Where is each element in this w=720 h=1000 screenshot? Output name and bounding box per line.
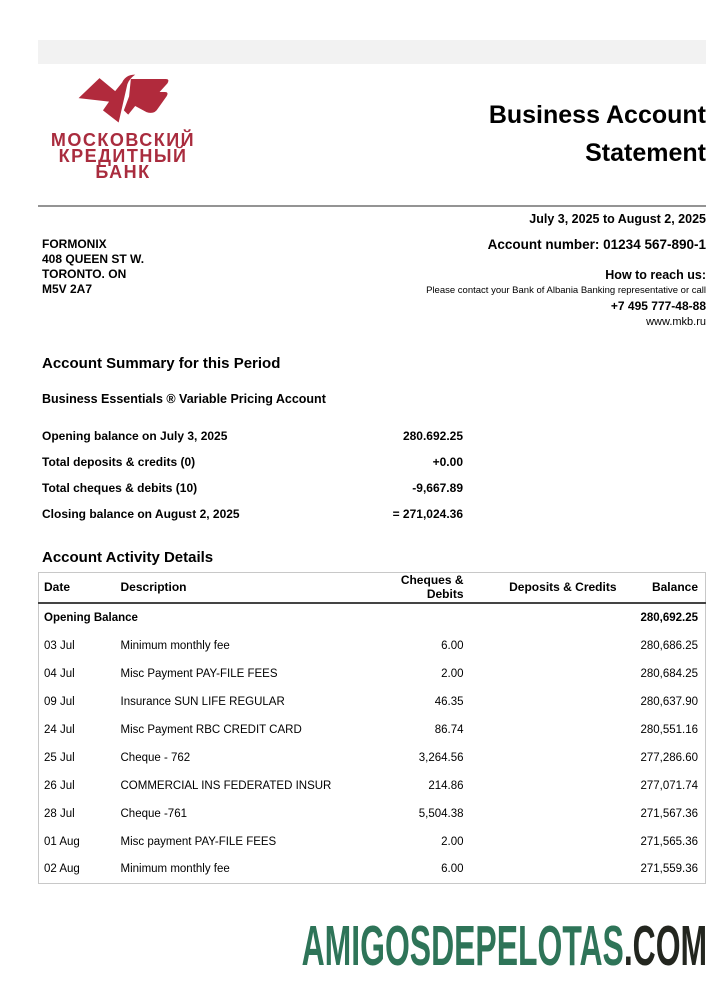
customer-address-block (42, 237, 144, 297)
cell-date: 28 Jul (44, 807, 75, 820)
cell-debit: 5,504.38 (418, 807, 464, 820)
website-url: www.mkb.ru (646, 316, 706, 328)
cell-balance: 277,071.74 (640, 779, 698, 792)
summary-row-value: -9,667.89 (412, 481, 463, 495)
opening-balance-debit (366, 603, 466, 632)
table-row (39, 716, 706, 744)
cell-date: 01 Aug (44, 835, 80, 848)
bank-name (38, 132, 208, 180)
cell-credit (466, 716, 619, 744)
summary-row-value: = 271,024.36 (392, 507, 463, 521)
cell-debit: 2.00 (441, 667, 464, 680)
cell-credit (466, 772, 619, 800)
customer-address-line-1: 408 QUEEN ST W. (42, 252, 145, 266)
cell-credit (466, 744, 619, 772)
summary-row (42, 455, 463, 469)
reach-us-note: Please contact your Bank of Albania Banking representative or call (426, 285, 706, 296)
table-row (39, 828, 706, 856)
cell-description: Misc Payment RBC CREDIT CARD (120, 723, 302, 736)
statement-title-line-1: Business Account (488, 101, 706, 129)
cell-credit (466, 856, 619, 884)
cell-description: Cheque - 762 (120, 751, 191, 764)
cell-balance: 277,286.60 (640, 751, 698, 764)
customer-name: FORMONIX (42, 237, 107, 251)
statement-period: July 3, 2025 to August 2, 2025 (529, 212, 706, 226)
cell-debit: 6.00 (441, 863, 464, 876)
summary-row (42, 429, 463, 443)
cell-credit (466, 632, 619, 660)
cell-balance: 280,684.25 (640, 667, 698, 680)
summary-row-label: Opening balance on July 3, 2025 (42, 429, 228, 443)
cell-description: Misc Payment PAY-FILE FEES (120, 667, 278, 680)
cell-credit (466, 828, 619, 856)
summary-row (42, 481, 463, 495)
account-number: Account number: 01234 567-890-1 (487, 237, 706, 252)
table-row (39, 660, 706, 688)
table-row (39, 688, 706, 716)
cell-debit: 2.00 (441, 835, 464, 848)
cell-date: 09 Jul (44, 695, 75, 708)
cell-credit (466, 660, 619, 688)
cell-date: 04 Jul (44, 667, 75, 680)
opening-balance-amount: 280,692.25 (640, 611, 698, 624)
activity-table (38, 572, 706, 884)
footer-site-tld: .COM (623, 914, 707, 978)
phone-number: +7 495 777-48-88 (610, 299, 706, 313)
opening-balance-row (39, 603, 706, 632)
activity-heading: Account Activity Details (42, 549, 214, 566)
customer-address-line-2: TORONTO. ON (42, 267, 127, 281)
summary-row (42, 507, 463, 521)
summary-row-label: Total cheques & debits (10) (42, 481, 198, 495)
cell-date: 25 Jul (44, 751, 75, 764)
table-row (39, 632, 706, 660)
bank-eagle-icon (75, 72, 171, 126)
cell-debit: 214.86 (428, 779, 464, 792)
statement-title (489, 96, 706, 172)
table-row (39, 772, 706, 800)
cell-credit (466, 688, 619, 716)
customer-address-line-3: M5V 2A7 (42, 282, 93, 296)
table-row (39, 856, 706, 884)
summary-row-value: +0.00 (432, 455, 463, 469)
top-gray-bar (38, 40, 706, 64)
cell-balance: 271,567.36 (640, 807, 698, 820)
cell-date: 24 Jul (44, 723, 75, 736)
cell-date: 02 Aug (44, 863, 80, 876)
cell-credit (466, 800, 619, 828)
opening-balance-label: Opening Balance (44, 611, 138, 624)
column-header-balance: Balance (619, 573, 706, 603)
contact-block (426, 237, 706, 328)
statement-title-line-2: Statement (585, 139, 706, 167)
reach-us-heading: How to reach us: (605, 268, 706, 282)
summary-row-label: Total deposits & credits (0) (42, 455, 196, 469)
bank-name-line-3: БАНК (95, 162, 151, 182)
cell-date: 26 Jul (44, 779, 75, 792)
bank-logo (38, 72, 208, 180)
cell-debit: 3,264.56 (418, 751, 464, 764)
summary-rows (42, 429, 463, 533)
column-header-date: Date (39, 573, 119, 603)
cell-description: Misc payment PAY-FILE FEES (120, 835, 277, 848)
cell-description: Insurance SUN LIFE REGULAR (120, 695, 285, 708)
footer-site-name: AMIGOSDEPELOTAS (301, 914, 624, 978)
table-header-row (39, 573, 706, 603)
header-divider-rule (38, 205, 706, 207)
table-row (39, 744, 706, 772)
cell-debit: 6.00 (441, 639, 464, 652)
column-header-debits: Cheques & Debits (366, 573, 466, 603)
cell-balance: 271,565.36 (640, 835, 698, 848)
column-header-description: Description (119, 573, 366, 603)
cell-balance: 280,551.16 (640, 723, 698, 736)
summary-subheading: Business Essentials ® Variable Pricing Account (42, 392, 326, 406)
cell-description: Cheque -761 (120, 807, 187, 820)
cell-balance: 271,559.36 (640, 863, 698, 876)
summary-heading: Account Summary for this Period (42, 355, 281, 372)
cell-balance: 280,686.25 (640, 639, 698, 652)
cell-debit: 86.74 (434, 723, 464, 736)
column-header-credits: Deposits & Credits (466, 573, 619, 603)
opening-balance-credit (466, 603, 619, 632)
footer-watermark (301, 916, 707, 976)
cell-date: 03 Jul (44, 639, 75, 652)
bank-name-line-2: КРЕДИТНЫЙ (58, 146, 188, 166)
cell-description: COMMERCIAL INS FEDERATED INSUR (120, 779, 332, 792)
cell-description: Minimum monthly fee (120, 639, 230, 652)
cell-debit: 46.35 (434, 695, 464, 708)
summary-row-label: Closing balance on August 2, 2025 (42, 507, 240, 521)
table-row (39, 800, 706, 828)
cell-description: Minimum monthly fee (120, 863, 230, 876)
activity-table-body (39, 603, 706, 884)
bank-name-line-1: МОСКОВСКИЙ (50, 130, 196, 150)
cell-balance: 280,637.90 (640, 695, 698, 708)
summary-row-value: 280.692.25 (402, 429, 463, 443)
